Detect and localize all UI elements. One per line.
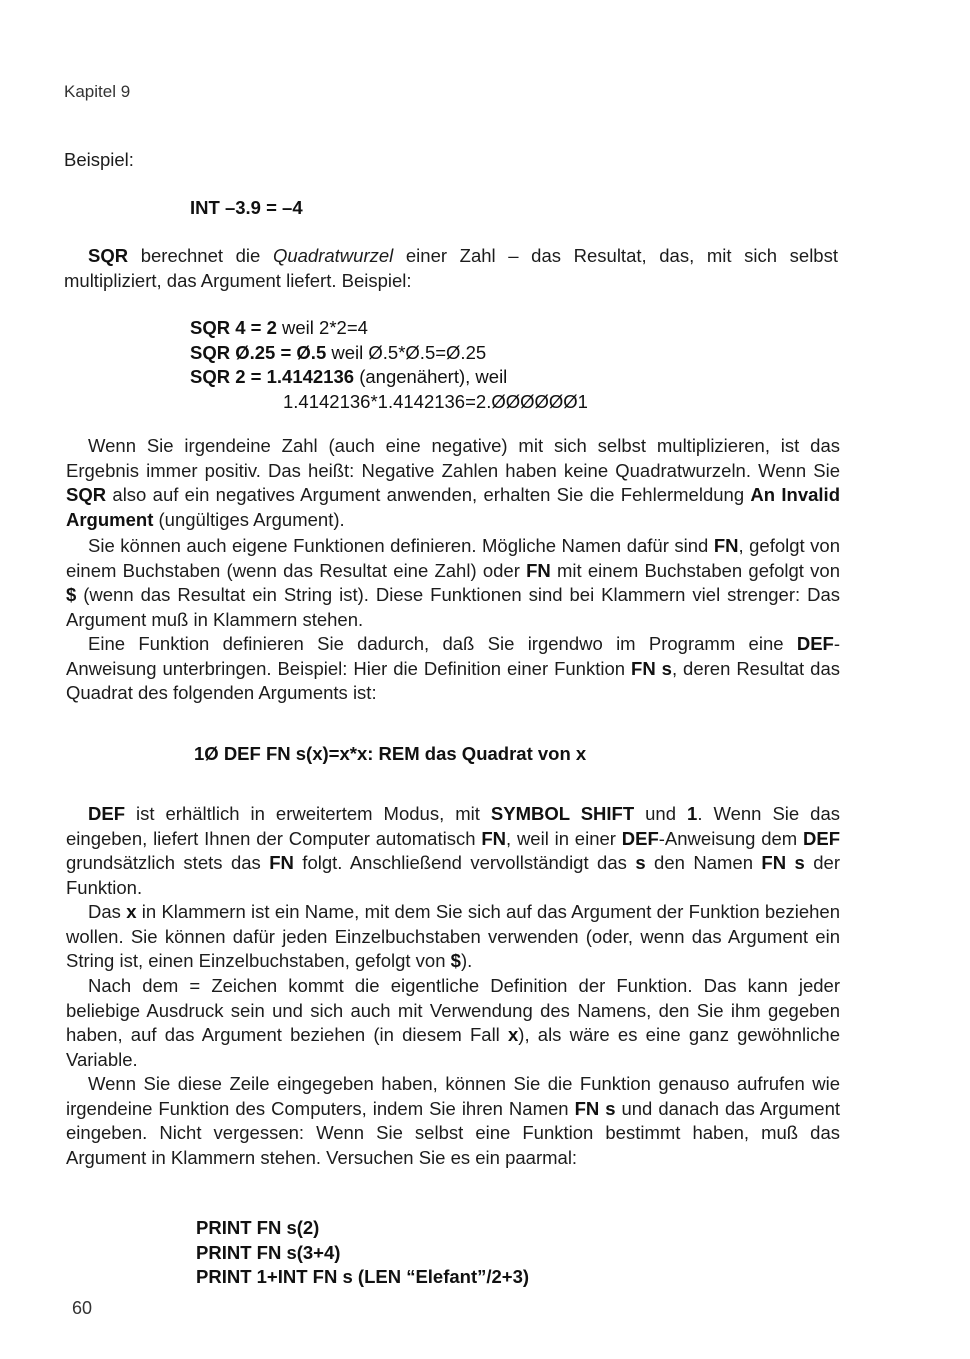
code-int-example: INT –3.9 = –4 <box>190 197 303 218</box>
term-quadratwurzel: Quadratwurzel <box>272 245 394 266</box>
paragraph-define <box>66 534 840 632</box>
keyword-def: DEF <box>803 827 841 849</box>
text: , deren Resultat das Quadrat des folgenden Arguments ist: <box>66 657 840 704</box>
text: , gefolgt von einem Buchstaben (wenn das Resultat eine Zahl) oder <box>66 535 840 581</box>
text: ). <box>460 950 473 972</box>
text: Wenn Sie irgendeine Zahl (auch eine negative) mit sich selbst multiplizieren, ist das Ergebnis immer positiv. Das heißt: Negative Zahlen haben keine Quadratwurzeln. Wenn Sie <box>66 435 840 481</box>
text: ), als wäre es eine ganz gewöhnliche Variable. <box>66 1024 840 1070</box>
code-print-block <box>196 1216 529 1290</box>
example-label: Beispiel: <box>64 149 134 170</box>
paragraph-negative <box>66 434 840 532</box>
chapter-header: Kapitel 9 <box>64 82 131 101</box>
text: und danach das Argument eingeben. Nicht vergessen: Wenn Sie selbst eine Funktion bestimmt haben, muß das Argument in Klammern stehen. Versuchen Sie es ein paarmal: <box>66 1097 840 1168</box>
text: ist erhältlich in erweitertem Modus, mit <box>125 803 491 824</box>
text: (angenähert), weil <box>354 366 508 388</box>
keyword-sqr: SQR <box>66 484 107 506</box>
keyword-sqr: SQR <box>88 245 129 266</box>
text: in Klammern ist ein Name, mit dem Sie sich auf das Argument der Funktion beziehen wollen. Sie können dafür jeden Einzelbuchstaben verwenden (oder, wenn das Argument ein String ist, einen Einzelbuchstaben, gefolgt von <box>66 901 840 972</box>
keyword-fn-s: FN s <box>574 1097 616 1119</box>
text: -Anweisung unterbringen. Beispiel: Hier die Definition einer Funktion <box>66 633 840 679</box>
keyword-1: 1 <box>687 803 698 824</box>
text: berechnet die <box>128 245 273 266</box>
code: SQR 2 = 1.4142136 <box>190 366 355 388</box>
text: grundsätzlich stets das <box>66 852 270 874</box>
text: Wenn Sie diese Zeile eingegeben haben, können Sie die Funktion genauso aufrufen wie irgendeine Funktion des Computers, indem Sie ihren Namen <box>66 1073 840 1119</box>
text: weil Ø.5*Ø.5=Ø.25 <box>326 341 487 363</box>
keyword-dollar: $ <box>450 950 461 972</box>
text: (ungültiges Argument). <box>153 508 345 530</box>
keyword-fn: FN <box>269 852 294 874</box>
keyword-s: s <box>635 852 646 874</box>
text: weil 2*2=4 <box>276 317 368 338</box>
code-print-line: PRINT FN s(2) <box>196 1217 320 1238</box>
keyword-def: DEF <box>796 633 834 654</box>
keyword-def: DEF <box>88 803 125 824</box>
keyword-fn-s: FN s <box>761 852 805 874</box>
sqr-examples <box>190 316 588 414</box>
code-print-line: PRINT FN s(3+4) <box>196 1241 341 1263</box>
sqr-example-3 <box>190 365 588 390</box>
page-number: 60 <box>72 1298 93 1318</box>
text: der Funktion. <box>66 852 840 898</box>
text: -Anweisung dem <box>658 827 804 849</box>
error-message: An Invalid Argument <box>66 484 840 530</box>
text: (wenn das Resultat ein String ist). Diese Funktionen sind bei Klammern viel strenger: Das Argument muß in Klammern stehen. <box>66 584 840 630</box>
text: , weil in einer <box>506 827 622 849</box>
keyword-fn-s: FN s <box>631 657 672 679</box>
keyword-def: DEF <box>621 827 659 849</box>
text: Nach dem = Zeichen kommt die eigentliche Definition der Funktion. Das kann jeder beliebige Ausdruck sein und sich auch mit Verwendung des Namens, den Sie ihm gegeben haben, auf das Argument beziehen (in diesem Fall <box>66 975 840 1046</box>
paragraph-def <box>66 632 840 706</box>
text: . Wenn Sie das eingeben, liefert Ihnen der Computer automatisch <box>66 803 841 849</box>
text: folgt. Anschließend vervollständigt das <box>293 852 636 874</box>
text: und <box>634 803 688 824</box>
code-def-fn: 1Ø DEF FN s(x)=x*x: REM das Quadrat von x <box>194 743 587 764</box>
code: SQR Ø.25 = Ø.5 <box>190 341 327 363</box>
keyword-fn: FN <box>713 535 739 556</box>
text: Sie können auch eigene Funktionen definieren. Mögliche Namen dafür sind <box>88 535 714 556</box>
paragraph-sqr <box>64 244 838 293</box>
text: den Namen <box>645 852 762 874</box>
text: mit einem Buchstaben gefolgt von <box>550 559 840 581</box>
paragraph-equals <box>66 974 840 1072</box>
sqr-example-2 <box>190 341 588 366</box>
text: einer Zahl – das Resultat, das, mit sich selbst multipliziert, das Argument liefert. Beispiel: <box>64 245 838 291</box>
keyword-x: x <box>507 1024 519 1046</box>
keyword-fn: FN <box>526 559 551 581</box>
keyword-fn: FN <box>481 827 506 849</box>
keyword-symbol-shift: SYMBOL SHIFT <box>490 803 635 824</box>
code-print-line: PRINT 1+INT FN s (LEN “Elefant”/2+3) <box>196 1266 530 1288</box>
paragraph-call <box>66 1072 840 1170</box>
code: SQR 4 = 2 <box>190 317 277 338</box>
sqr-example-1 <box>190 316 588 341</box>
paragraph-x <box>66 900 840 974</box>
sqr-example-3-cont: 1.4142136*1.4142136=2.ØØØØØØ1 <box>283 390 588 412</box>
keyword-dollar: $ <box>66 584 77 606</box>
text: Eine Funktion definieren Sie dadurch, daß Sie irgendwo im Programm eine <box>88 633 797 654</box>
text: Das <box>88 901 127 922</box>
paragraph-mode <box>66 802 840 900</box>
keyword-x: x <box>126 901 137 922</box>
text: also auf ein negatives Argument anwenden, erhalten Sie die Fehlermeldung <box>106 484 751 506</box>
